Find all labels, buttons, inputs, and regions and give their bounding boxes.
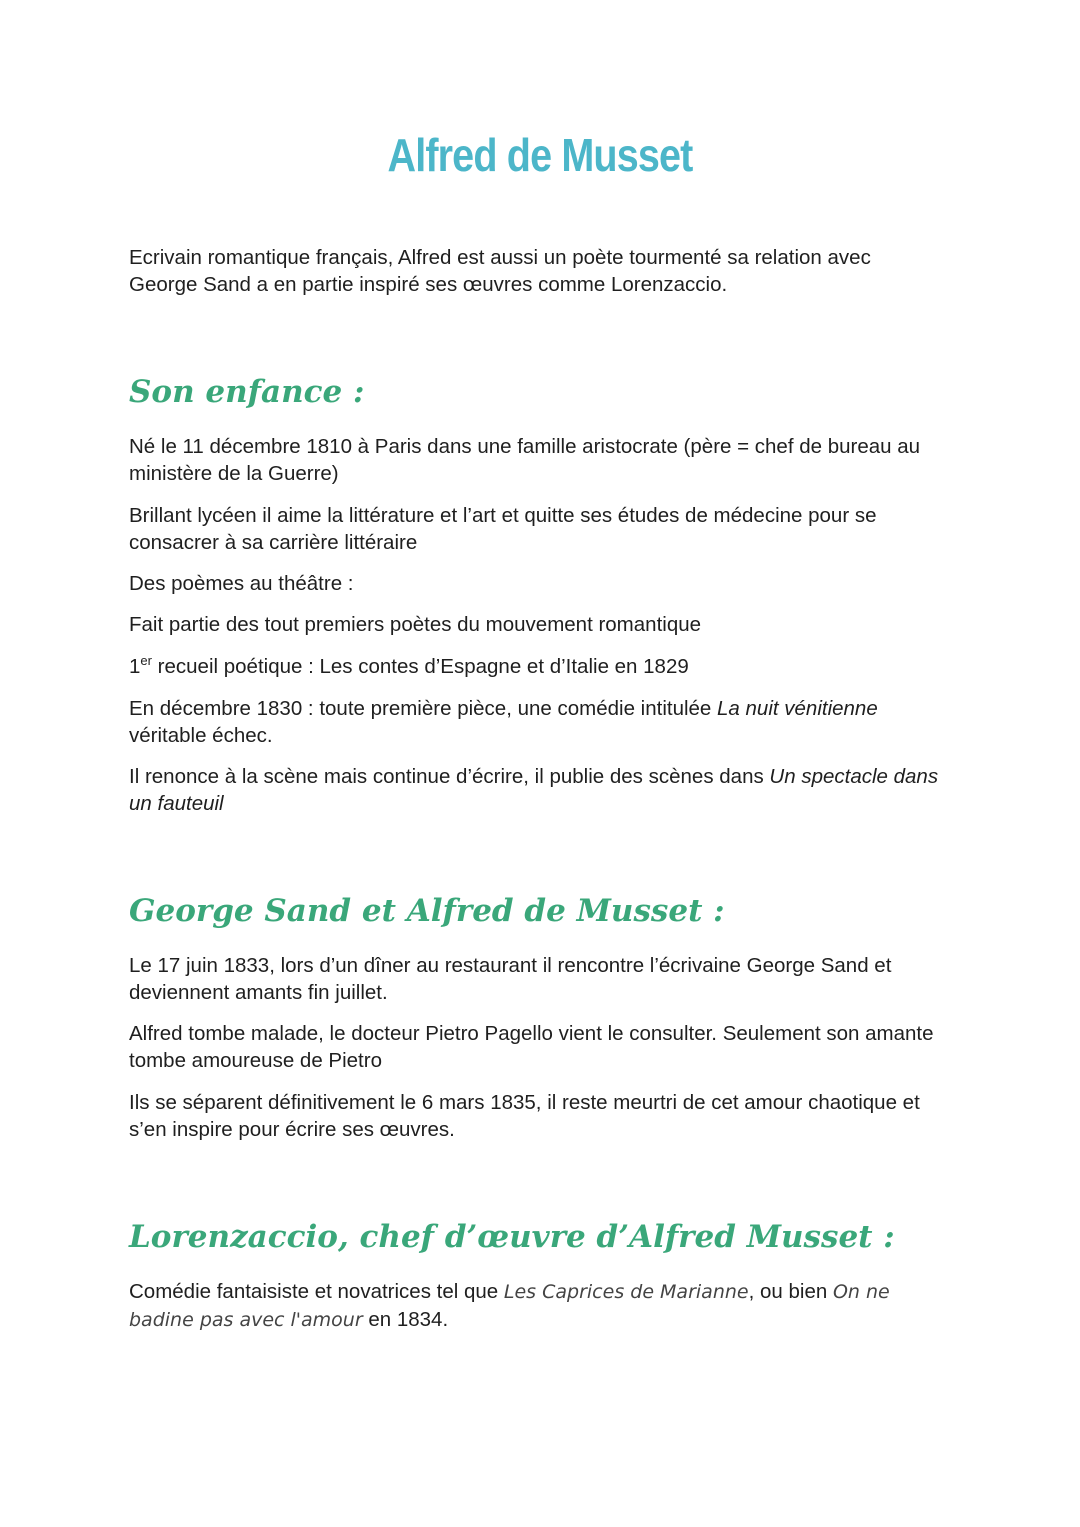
paragraph: Ils se séparent définitivement le 6 mars 1835, il reste meurtri de cet amour chaotique et s’en inspire pour écrire ses œuvres. [129,1091,920,1141]
work-title: La nuit vénitienne [717,697,878,720]
paragraph [129,653,959,680]
work-title: On ne badine pas avec l'amour [129,1281,890,1331]
paragraph-text: En décembre 1830 : toute première pièce, une comédie intitulée [129,697,718,720]
work-title: Les Caprices de Marianne [503,1281,749,1303]
paragraph: Né le 11 décembre 1810 à Paris dans une famille aristocrate (père = chef de bureau au ministère de la Guerre) [129,435,921,485]
paragraph: Brillant lycéen il aime la littérature et l’art et quitte ses études de médecine pour se consacrer à sa carrière littéraire [129,504,877,554]
paragraph [129,1278,959,1334]
paragraph-text: Il renonce à la scène mais continue d’écrire, il publie des scènes dans [129,765,770,788]
section-heading-lorenzaccio: Lorenzaccio, chef d’œuvre d’Alfred Musset : [129,1219,895,1255]
paragraph: Alfred tombe malade, le docteur Pietro Pagello vient le consulter. Seulement son amante tombe amoureuse de Pietro [129,1022,934,1072]
paragraph-text: recueil poétique : Les contes d’Espagne et d’Italie en 1829 [151,655,689,678]
intro-line-2: George Sand a en partie inspiré ses œuvres comme Lorenzaccio. [129,273,728,296]
intro-paragraph [129,244,959,298]
work-title: Un spectacle dans un fauteuil [129,765,939,815]
intro-line-1: Ecrivain romantique français, Alfred est aussi un poète tourmenté sa relation avec [129,246,871,269]
page-title: Alfred de Musset [387,129,693,181]
section-heading-george-sand: George Sand et Alfred de Musset : [129,893,725,929]
ordinal-number: 1 [129,655,141,678]
paragraph [129,763,959,817]
paragraph-text: en 1834. [362,1308,449,1331]
paragraph: Le 17 juin 1833, lors d’un dîner au restaurant il rencontre l’écrivaine George Sand et deviennent amants fin juillet. [129,954,892,1004]
paragraph-text: , ou bien [748,1280,833,1303]
paragraph [129,695,959,749]
section-heading-enfance: Son enfance : [129,374,365,410]
paragraph-text: Comédie fantaisiste et novatrices tel que [129,1280,504,1303]
paragraph-text: véritable échec. [129,724,273,747]
paragraph: Des poèmes au théâtre : [129,572,354,595]
paragraph: Fait partie des tout premiers poètes du mouvement romantique [129,613,702,636]
ordinal-suffix: er [140,653,152,668]
